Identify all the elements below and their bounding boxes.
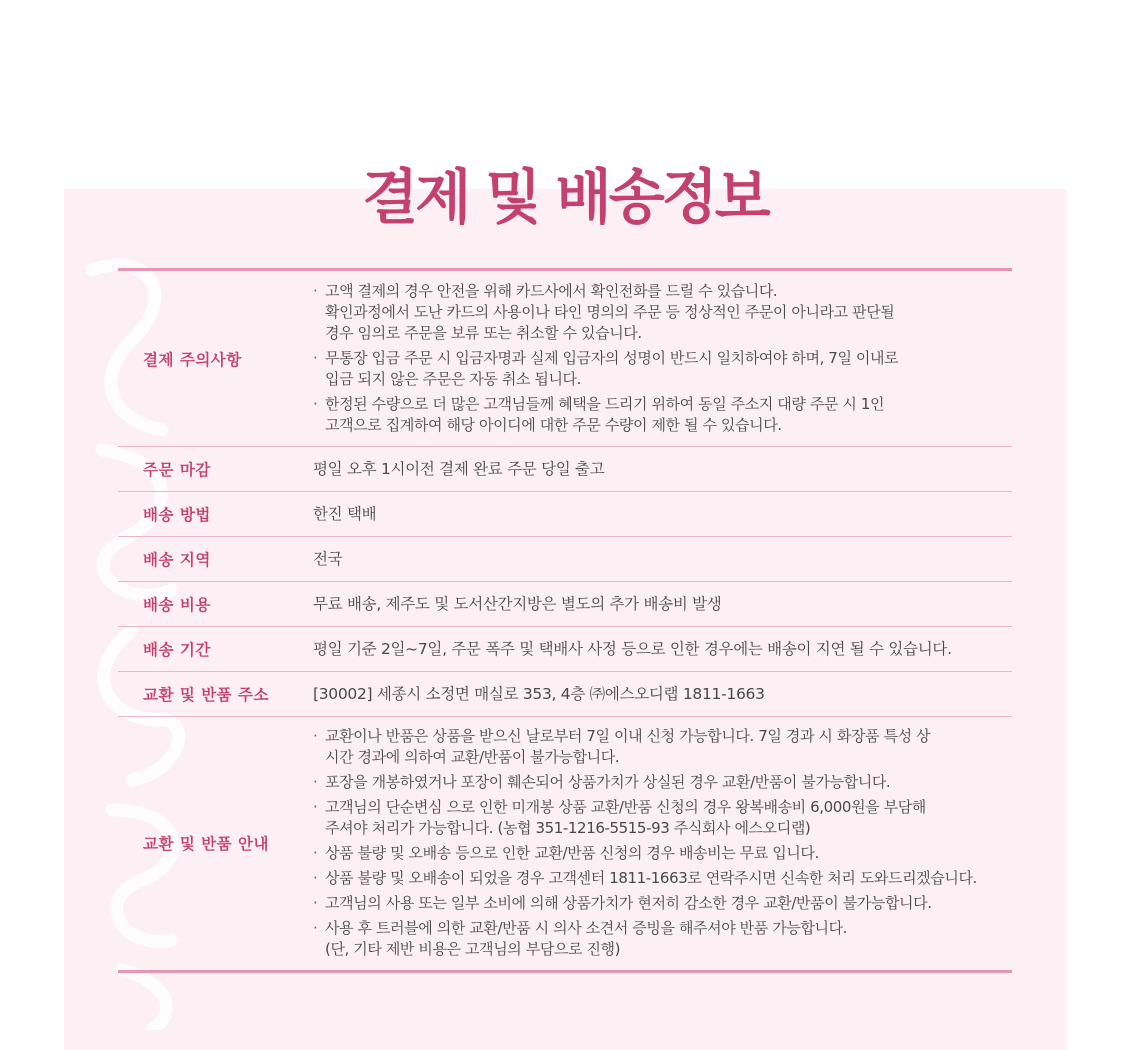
row-content: 평일 기준 2일~7일, 주문 폭주 및 택배사 사정 등으로 인한 경우에는 배송이 지연 될 수 있습니다. — [313, 640, 952, 658]
row-label: 배송 기간 — [143, 641, 211, 659]
row-content: 한진 택배 — [313, 505, 377, 523]
row-label: 배송 방법 — [143, 506, 211, 524]
row-shipping-cost — [118, 582, 1012, 627]
row-content: 전국 — [313, 550, 343, 568]
row-label: 교환 및 반품 안내 — [143, 835, 270, 853]
row-label: 주문 마감 — [143, 461, 211, 479]
row-label: 배송 비용 — [143, 596, 211, 614]
row-payment-notice — [118, 271, 1012, 447]
row-label: 결제 주의사항 — [143, 350, 242, 369]
row-content — [313, 726, 1012, 960]
list-item: · 한정된 수량으로 더 많은 고객님들께 혜택을 드리기 위하여 동일 주소지 대량 주문 시 1인 고객으로 집계하여 해당 아이디에 대한 주문 수량이 제한 될 수 있습니다. — [313, 394, 1012, 436]
row-content: 무료 배송, 제주도 및 도서산간지방은 별도의 추가 배송비 발생 — [313, 595, 722, 613]
list-item: · 사용 후 트러블에 의한 교환/반품 시 의사 소견서 증빙을 해주셔야 반품 가능합니다. (단, 기타 제반 비용은 고객님의 부담으로 진행) — [313, 918, 1012, 960]
page-title: 결제 및 배송정보 — [362, 162, 768, 232]
row-content: [30002] 세종시 소정면 매실로 353, 4층 ㈜에스오디랩 1811-1663 — [313, 685, 765, 703]
row-label: 교환 및 반품 주소 — [143, 686, 270, 704]
row-content — [313, 281, 1012, 436]
list-item: · 무통장 입금 주문 시 입금자명과 실제 입금자의 성명이 반드시 일치하여야 하며, 7일 이내로 입금 되지 않은 주문은 자동 취소 됩니다. — [313, 348, 1012, 390]
row-return-address — [118, 672, 1012, 717]
list-item: · 상품 불량 및 오배송 등으로 인한 교환/반품 신청의 경우 배송비는 무료 입니다. — [313, 843, 1012, 864]
info-table — [118, 268, 1012, 973]
row-shipping-region — [118, 537, 1012, 582]
list-item: · 상품 불량 및 오배송이 되었을 경우 고객센터 1811-1663로 연락주시면 신속한 처리 도와드리겠습니다. — [313, 868, 1012, 889]
row-shipping-method — [118, 492, 1012, 537]
list-item: · 고객님의 사용 또는 일부 소비에 의해 상품가치가 현저히 감소한 경우 교환/반품이 불가능합니다. — [313, 893, 1012, 914]
row-label: 배송 지역 — [143, 551, 211, 569]
row-exchange-guide — [118, 717, 1012, 970]
list-item: · 교환이나 반품은 상품을 받으신 날로부터 7일 이내 신청 가능합니다. 7일 경과 시 화장품 특성 상 시간 경과에 의하여 교환/반품이 불가능합니다. — [313, 726, 1012, 768]
row-content: 평일 오후 1시이전 결제 완료 주문 당일 출고 — [313, 460, 605, 478]
exchange-list — [313, 726, 1012, 960]
list-item: · 포장을 개봉하였거나 포장이 훼손되어 상품가치가 상실된 경우 교환/반품이 불가능합니다. — [313, 772, 1012, 793]
list-item: · 고액 결제의 경우 안전을 위해 카드사에서 확인전화를 드릴 수 있습니다. 확인과정에서 도난 카드의 사용이나 타인 명의의 주문 등 정상적인 주문이 아니라고 판단될 경우 임의로 주문을 보류 또는 취소할 수 있습니다. — [313, 281, 1012, 344]
row-order-deadline — [118, 447, 1012, 492]
list-item: · 고객님의 단순변심 으로 인한 미개봉 상품 교환/반품 신청의 경우 왕복배송비 6,000원을 부담해 주셔야 처리가 가능합니다. (농협 351-1216-5515-93 주식회사 에스오디랩) — [313, 797, 1012, 839]
row-shipping-period — [118, 627, 1012, 672]
notice-list — [313, 281, 1012, 436]
